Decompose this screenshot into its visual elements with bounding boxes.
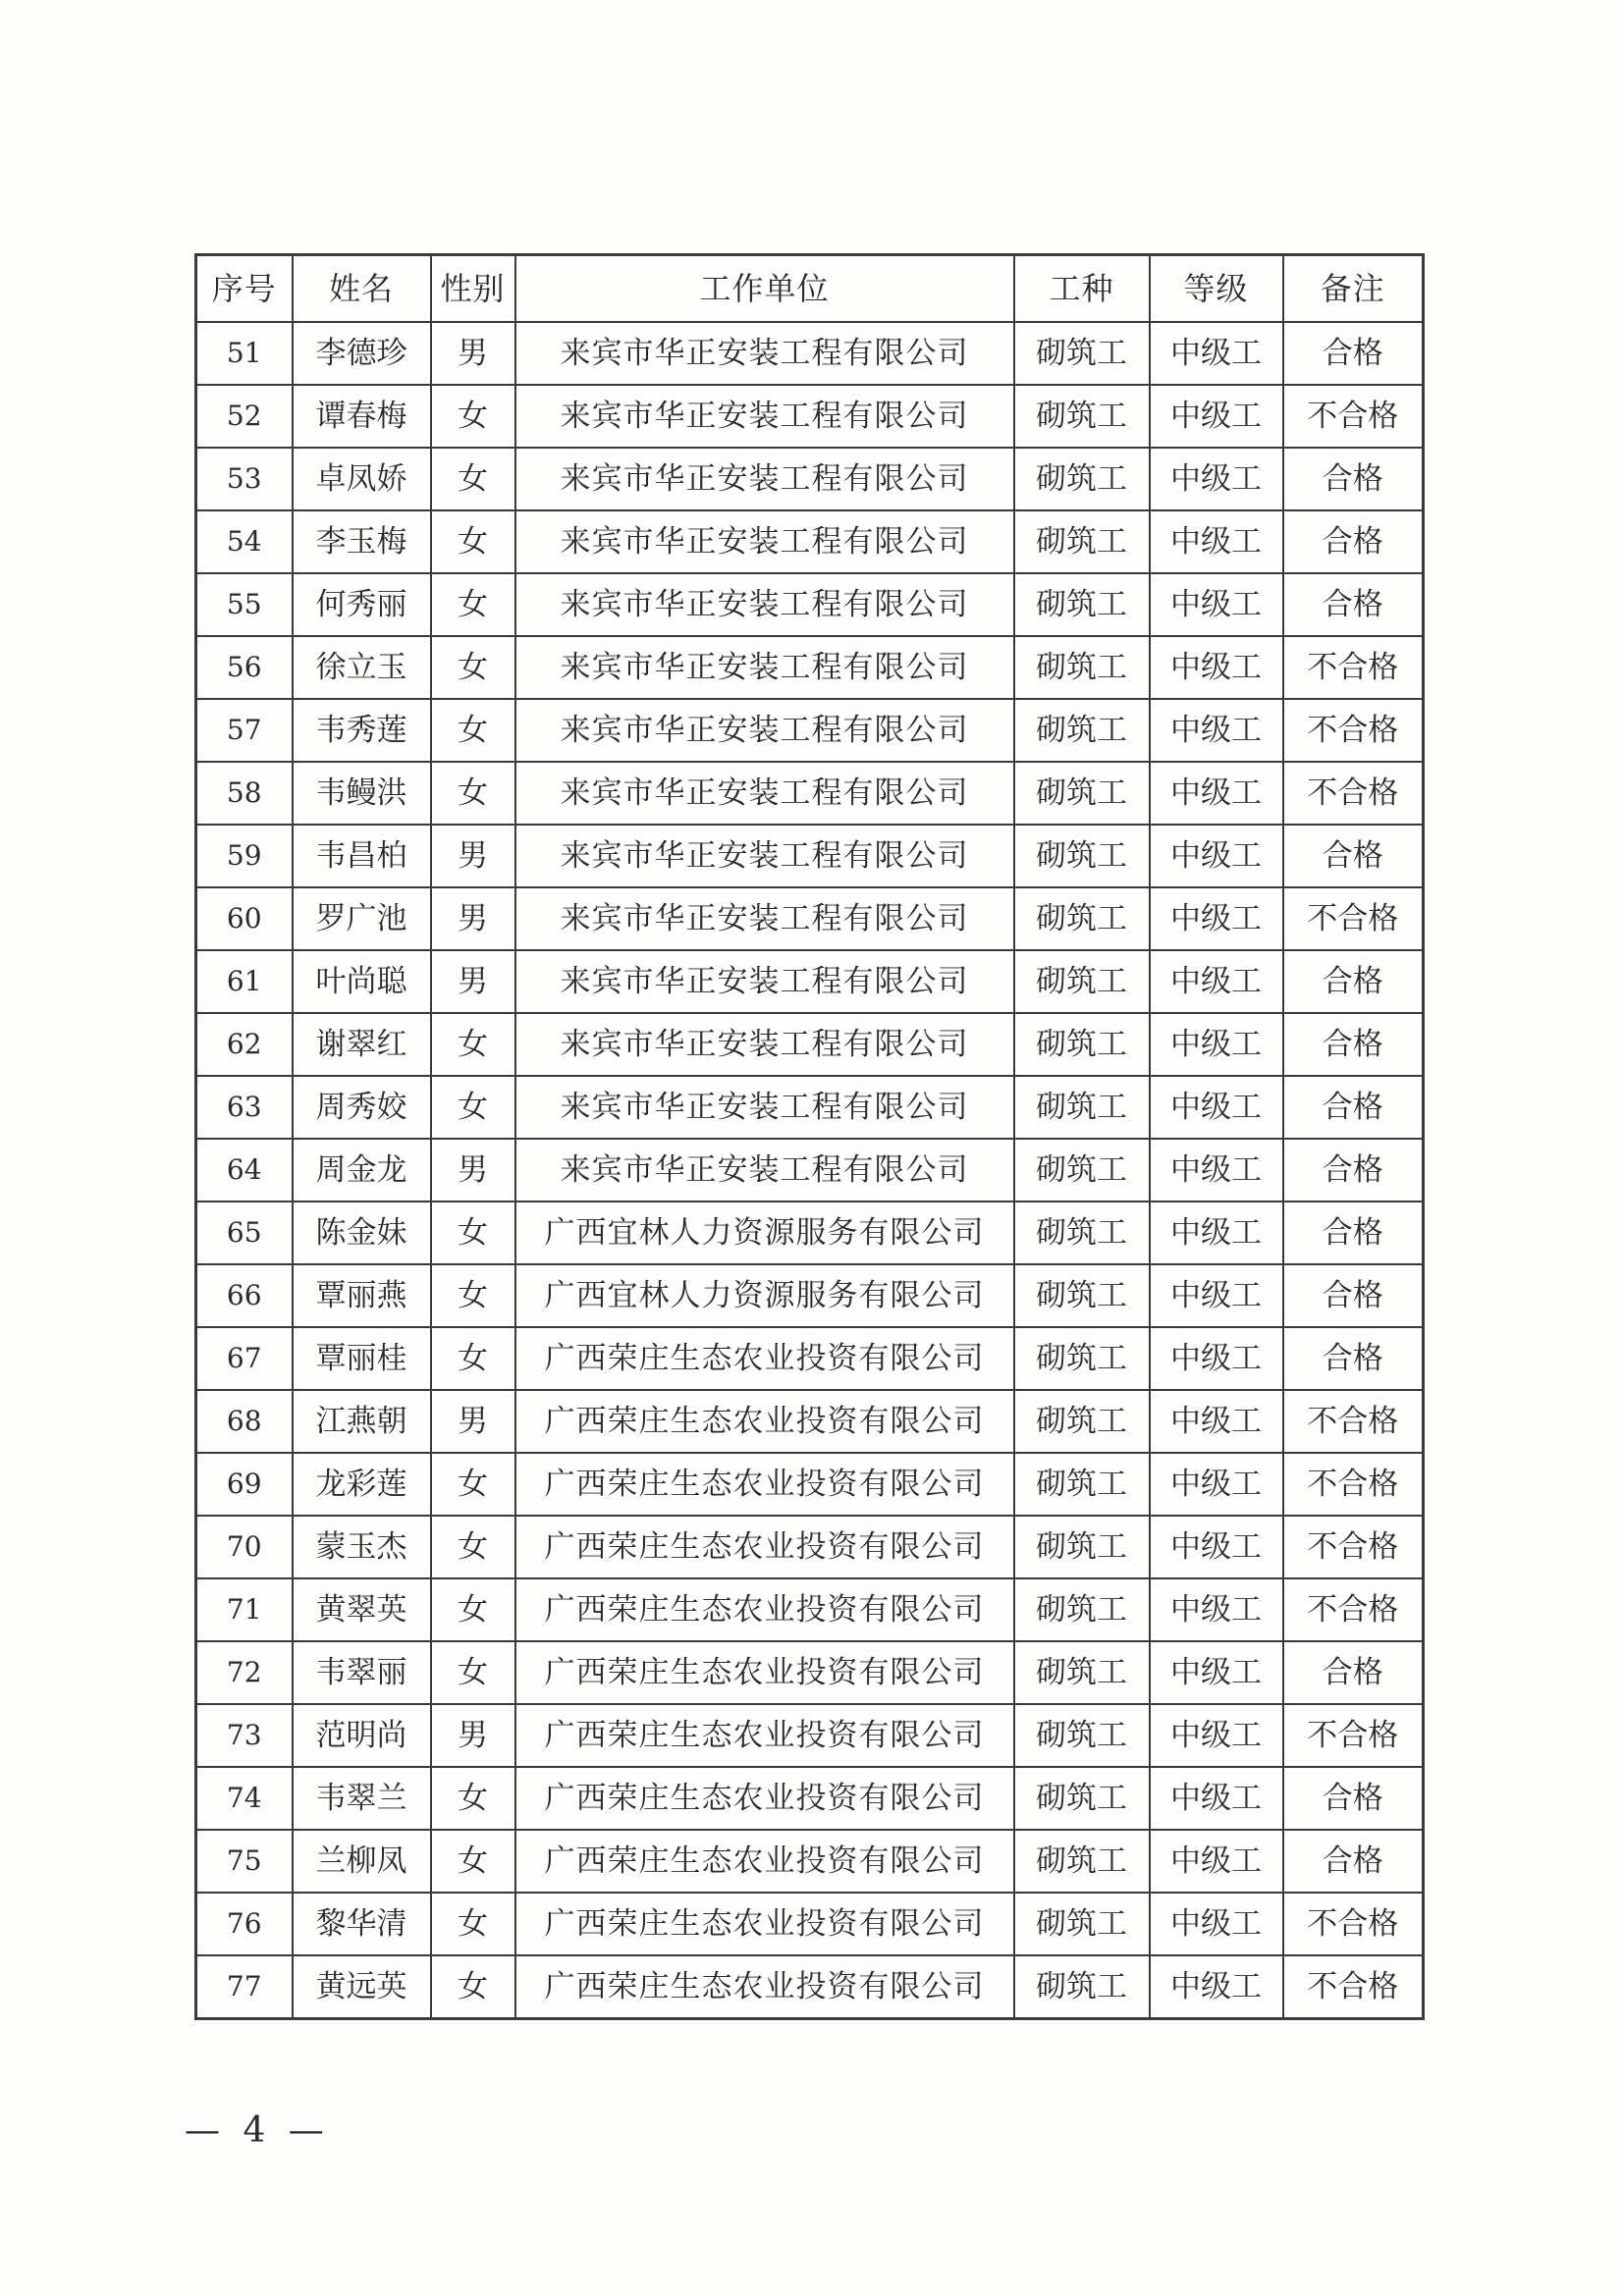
cell-trade: 砌筑工 <box>1014 573 1150 636</box>
cell-trade: 砌筑工 <box>1014 1201 1150 1264</box>
cell-unit: 广西荣庄生态农业投资有限公司 <box>515 1893 1014 1955</box>
cell-no: 67 <box>196 1327 293 1390</box>
cell-unit: 来宾市华正安装工程有限公司 <box>515 385 1014 448</box>
cell-unit: 来宾市华正安装工程有限公司 <box>515 573 1014 636</box>
cell-trade: 砌筑工 <box>1014 1013 1150 1076</box>
cell-name: 黎华清 <box>293 1893 431 1955</box>
cell-remark: 合格 <box>1283 1013 1424 1076</box>
cell-level: 中级工 <box>1150 510 1283 573</box>
cell-no: 74 <box>196 1767 293 1830</box>
cell-level: 中级工 <box>1150 1139 1283 1201</box>
cell-remark: 合格 <box>1283 573 1424 636</box>
cell-trade: 砌筑工 <box>1014 322 1150 385</box>
header-trade: 工种 <box>1014 255 1150 323</box>
cell-trade: 砌筑工 <box>1014 1830 1150 1893</box>
table-row <box>196 699 1424 762</box>
cell-name: 谭春梅 <box>293 385 431 448</box>
cell-no: 63 <box>196 1076 293 1139</box>
cell-name: 谢翠红 <box>293 1013 431 1076</box>
cell-remark: 不合格 <box>1283 762 1424 825</box>
page-number: — 4 — <box>185 2110 330 2151</box>
cell-remark: 不合格 <box>1283 1955 1424 2019</box>
cell-name: 李玉梅 <box>293 510 431 573</box>
cell-name: 卓凤娇 <box>293 448 431 510</box>
table-row <box>196 1139 1424 1201</box>
table-row <box>196 950 1424 1013</box>
cell-no: 52 <box>196 385 293 448</box>
table-row <box>196 1641 1424 1704</box>
cell-name: 周金龙 <box>293 1139 431 1201</box>
cell-name: 蒙玉杰 <box>293 1516 431 1578</box>
cell-remark: 合格 <box>1283 1076 1424 1139</box>
roster-table <box>194 253 1425 2020</box>
table-row <box>196 1955 1424 2019</box>
cell-trade: 砌筑工 <box>1014 636 1150 699</box>
cell-level: 中级工 <box>1150 1390 1283 1453</box>
cell-unit: 来宾市华正安装工程有限公司 <box>515 1076 1014 1139</box>
cell-remark: 合格 <box>1283 1641 1424 1704</box>
cell-unit: 广西荣庄生态农业投资有限公司 <box>515 1390 1014 1453</box>
header-level: 等级 <box>1150 255 1283 323</box>
header-remark: 备注 <box>1283 255 1424 323</box>
cell-name: 叶尚聪 <box>293 950 431 1013</box>
cell-trade: 砌筑工 <box>1014 510 1150 573</box>
cell-level: 中级工 <box>1150 762 1283 825</box>
cell-remark: 不合格 <box>1283 385 1424 448</box>
cell-no: 65 <box>196 1201 293 1264</box>
cell-remark: 合格 <box>1283 950 1424 1013</box>
cell-remark: 合格 <box>1283 322 1424 385</box>
cell-name: 陈金妹 <box>293 1201 431 1264</box>
cell-no: 76 <box>196 1893 293 1955</box>
cell-no: 62 <box>196 1013 293 1076</box>
cell-remark: 合格 <box>1283 1201 1424 1264</box>
cell-no: 59 <box>196 825 293 887</box>
cell-name: 范明尚 <box>293 1704 431 1767</box>
cell-no: 66 <box>196 1264 293 1327</box>
cell-trade: 砌筑工 <box>1014 1390 1150 1453</box>
cell-remark: 合格 <box>1283 510 1424 573</box>
header-gender: 性别 <box>431 255 515 323</box>
cell-unit: 来宾市华正安装工程有限公司 <box>515 699 1014 762</box>
table-row <box>196 573 1424 636</box>
cell-level: 中级工 <box>1150 1767 1283 1830</box>
cell-remark: 不合格 <box>1283 1704 1424 1767</box>
cell-level: 中级工 <box>1150 636 1283 699</box>
cell-no: 75 <box>196 1830 293 1893</box>
cell-unit: 广西荣庄生态农业投资有限公司 <box>515 1767 1014 1830</box>
cell-trade: 砌筑工 <box>1014 1704 1150 1767</box>
table-body <box>196 322 1424 2019</box>
table-row <box>196 762 1424 825</box>
header-no: 序号 <box>196 255 293 323</box>
cell-unit: 来宾市华正安装工程有限公司 <box>515 322 1014 385</box>
cell-no: 69 <box>196 1453 293 1516</box>
cell-remark: 不合格 <box>1283 1578 1424 1641</box>
table-row <box>196 510 1424 573</box>
cell-no: 55 <box>196 573 293 636</box>
cell-name: 韦秀莲 <box>293 699 431 762</box>
table-row <box>196 825 1424 887</box>
cell-level: 中级工 <box>1150 1201 1283 1264</box>
cell-remark: 合格 <box>1283 825 1424 887</box>
cell-unit: 广西荣庄生态农业投资有限公司 <box>515 1578 1014 1641</box>
cell-trade: 砌筑工 <box>1014 1578 1150 1641</box>
cell-unit: 来宾市华正安装工程有限公司 <box>515 887 1014 950</box>
cell-unit: 来宾市华正安装工程有限公司 <box>515 762 1014 825</box>
cell-trade: 砌筑工 <box>1014 699 1150 762</box>
table-row <box>196 1830 1424 1893</box>
cell-no: 56 <box>196 636 293 699</box>
cell-no: 71 <box>196 1578 293 1641</box>
cell-name: 韦翠兰 <box>293 1767 431 1830</box>
cell-no: 73 <box>196 1704 293 1767</box>
cell-trade: 砌筑工 <box>1014 887 1150 950</box>
cell-trade: 砌筑工 <box>1014 1264 1150 1327</box>
cell-unit: 来宾市华正安装工程有限公司 <box>515 448 1014 510</box>
table-row <box>196 385 1424 448</box>
table-row <box>196 1704 1424 1767</box>
cell-trade: 砌筑工 <box>1014 762 1150 825</box>
cell-no: 58 <box>196 762 293 825</box>
cell-remark: 不合格 <box>1283 1893 1424 1955</box>
table-row <box>196 1327 1424 1390</box>
cell-unit: 广西宜林人力资源服务有限公司 <box>515 1201 1014 1264</box>
cell-level: 中级工 <box>1150 448 1283 510</box>
cell-level: 中级工 <box>1150 1453 1283 1516</box>
roster-table-container <box>194 253 1422 2020</box>
cell-name: 何秀丽 <box>293 573 431 636</box>
cell-trade: 砌筑工 <box>1014 385 1150 448</box>
table-row <box>196 1264 1424 1327</box>
cell-gender: 男 <box>431 887 515 950</box>
cell-gender: 男 <box>431 1390 515 1453</box>
cell-level: 中级工 <box>1150 887 1283 950</box>
cell-trade: 砌筑工 <box>1014 1641 1150 1704</box>
cell-gender: 女 <box>431 448 515 510</box>
table-row <box>196 636 1424 699</box>
cell-gender: 女 <box>431 510 515 573</box>
cell-name: 韦鳗洪 <box>293 762 431 825</box>
cell-remark: 合格 <box>1283 1139 1424 1201</box>
cell-name: 龙彩莲 <box>293 1453 431 1516</box>
cell-name: 黄翠英 <box>293 1578 431 1641</box>
cell-level: 中级工 <box>1150 1516 1283 1578</box>
cell-name: 兰柳凤 <box>293 1830 431 1893</box>
cell-remark: 合格 <box>1283 1830 1424 1893</box>
cell-no: 72 <box>196 1641 293 1704</box>
table-row <box>196 1516 1424 1578</box>
cell-gender: 男 <box>431 825 515 887</box>
table-row <box>196 1390 1424 1453</box>
cell-gender: 女 <box>431 1201 515 1264</box>
cell-gender: 女 <box>431 1453 515 1516</box>
cell-remark: 合格 <box>1283 1327 1424 1390</box>
cell-no: 70 <box>196 1516 293 1578</box>
cell-remark: 不合格 <box>1283 887 1424 950</box>
cell-level: 中级工 <box>1150 573 1283 636</box>
table-row <box>196 1453 1424 1516</box>
cell-no: 57 <box>196 699 293 762</box>
table-row <box>196 322 1424 385</box>
cell-trade: 砌筑工 <box>1014 1893 1150 1955</box>
header-unit: 工作单位 <box>515 255 1014 323</box>
cell-no: 61 <box>196 950 293 1013</box>
cell-name: 覃丽桂 <box>293 1327 431 1390</box>
cell-name: 徐立玉 <box>293 636 431 699</box>
cell-remark: 合格 <box>1283 1264 1424 1327</box>
cell-trade: 砌筑工 <box>1014 1076 1150 1139</box>
cell-gender: 女 <box>431 1830 515 1893</box>
cell-trade: 砌筑工 <box>1014 1327 1150 1390</box>
cell-name: 李德珍 <box>293 322 431 385</box>
cell-trade: 砌筑工 <box>1014 1139 1150 1201</box>
cell-level: 中级工 <box>1150 699 1283 762</box>
cell-no: 77 <box>196 1955 293 2019</box>
cell-level: 中级工 <box>1150 385 1283 448</box>
cell-name: 周秀姣 <box>293 1076 431 1139</box>
cell-unit: 广西荣庄生态农业投资有限公司 <box>515 1955 1014 2019</box>
cell-no: 68 <box>196 1390 293 1453</box>
cell-remark: 合格 <box>1283 1767 1424 1830</box>
cell-level: 中级工 <box>1150 950 1283 1013</box>
cell-unit: 来宾市华正安装工程有限公司 <box>515 1139 1014 1201</box>
cell-remark: 合格 <box>1283 448 1424 510</box>
cell-trade: 砌筑工 <box>1014 950 1150 1013</box>
cell-gender: 女 <box>431 1013 515 1076</box>
cell-level: 中级工 <box>1150 1578 1283 1641</box>
table-header-row <box>196 255 1424 323</box>
cell-level: 中级工 <box>1150 1955 1283 2019</box>
cell-name: 韦翠丽 <box>293 1641 431 1704</box>
cell-unit: 来宾市华正安装工程有限公司 <box>515 636 1014 699</box>
table-row <box>196 448 1424 510</box>
cell-remark: 不合格 <box>1283 1390 1424 1453</box>
cell-trade: 砌筑工 <box>1014 1453 1150 1516</box>
cell-name: 覃丽燕 <box>293 1264 431 1327</box>
cell-trade: 砌筑工 <box>1014 1955 1150 2019</box>
cell-name: 韦昌柏 <box>293 825 431 887</box>
cell-unit: 来宾市华正安装工程有限公司 <box>515 1013 1014 1076</box>
cell-gender: 女 <box>431 1767 515 1830</box>
cell-level: 中级工 <box>1150 825 1283 887</box>
cell-unit: 广西荣庄生态农业投资有限公司 <box>515 1830 1014 1893</box>
cell-trade: 砌筑工 <box>1014 1767 1150 1830</box>
cell-level: 中级工 <box>1150 322 1283 385</box>
cell-no: 54 <box>196 510 293 573</box>
cell-gender: 男 <box>431 1704 515 1767</box>
cell-gender: 女 <box>431 1516 515 1578</box>
cell-trade: 砌筑工 <box>1014 1516 1150 1578</box>
cell-trade: 砌筑工 <box>1014 825 1150 887</box>
cell-remark: 不合格 <box>1283 699 1424 762</box>
cell-gender: 女 <box>431 1893 515 1955</box>
cell-gender: 女 <box>431 699 515 762</box>
cell-gender: 女 <box>431 762 515 825</box>
table-row <box>196 1013 1424 1076</box>
cell-level: 中级工 <box>1150 1830 1283 1893</box>
table-row <box>196 887 1424 950</box>
cell-unit: 广西荣庄生态农业投资有限公司 <box>515 1704 1014 1767</box>
cell-gender: 男 <box>431 950 515 1013</box>
cell-gender: 男 <box>431 322 515 385</box>
cell-remark: 不合格 <box>1283 1453 1424 1516</box>
cell-level: 中级工 <box>1150 1641 1283 1704</box>
table-row <box>196 1201 1424 1264</box>
cell-name: 罗广池 <box>293 887 431 950</box>
cell-trade: 砌筑工 <box>1014 448 1150 510</box>
cell-unit: 广西荣庄生态农业投资有限公司 <box>515 1327 1014 1390</box>
cell-no: 60 <box>196 887 293 950</box>
cell-name: 黄远英 <box>293 1955 431 2019</box>
cell-unit: 广西宜林人力资源服务有限公司 <box>515 1264 1014 1327</box>
cell-name: 江燕朝 <box>293 1390 431 1453</box>
cell-gender: 女 <box>431 1076 515 1139</box>
cell-gender: 女 <box>431 636 515 699</box>
cell-gender: 女 <box>431 1578 515 1641</box>
cell-unit: 广西荣庄生态农业投资有限公司 <box>515 1641 1014 1704</box>
cell-gender: 女 <box>431 1955 515 2019</box>
cell-level: 中级工 <box>1150 1704 1283 1767</box>
cell-unit: 广西荣庄生态农业投资有限公司 <box>515 1516 1014 1578</box>
table-row <box>196 1578 1424 1641</box>
table-row <box>196 1767 1424 1830</box>
cell-unit: 来宾市华正安装工程有限公司 <box>515 825 1014 887</box>
cell-gender: 女 <box>431 1264 515 1327</box>
cell-level: 中级工 <box>1150 1893 1283 1955</box>
cell-gender: 女 <box>431 1327 515 1390</box>
cell-level: 中级工 <box>1150 1327 1283 1390</box>
cell-gender: 男 <box>431 1139 515 1201</box>
cell-unit: 广西荣庄生态农业投资有限公司 <box>515 1453 1014 1516</box>
cell-remark: 不合格 <box>1283 636 1424 699</box>
cell-no: 53 <box>196 448 293 510</box>
cell-level: 中级工 <box>1150 1076 1283 1139</box>
cell-remark: 不合格 <box>1283 1516 1424 1578</box>
cell-gender: 女 <box>431 573 515 636</box>
cell-unit: 来宾市华正安装工程有限公司 <box>515 950 1014 1013</box>
table-row <box>196 1893 1424 1955</box>
cell-gender: 女 <box>431 385 515 448</box>
cell-level: 中级工 <box>1150 1013 1283 1076</box>
header-name: 姓名 <box>293 255 431 323</box>
cell-gender: 女 <box>431 1641 515 1704</box>
table-row <box>196 1076 1424 1139</box>
cell-no: 51 <box>196 322 293 385</box>
cell-no: 64 <box>196 1139 293 1201</box>
cell-level: 中级工 <box>1150 1264 1283 1327</box>
cell-unit: 来宾市华正安装工程有限公司 <box>515 510 1014 573</box>
